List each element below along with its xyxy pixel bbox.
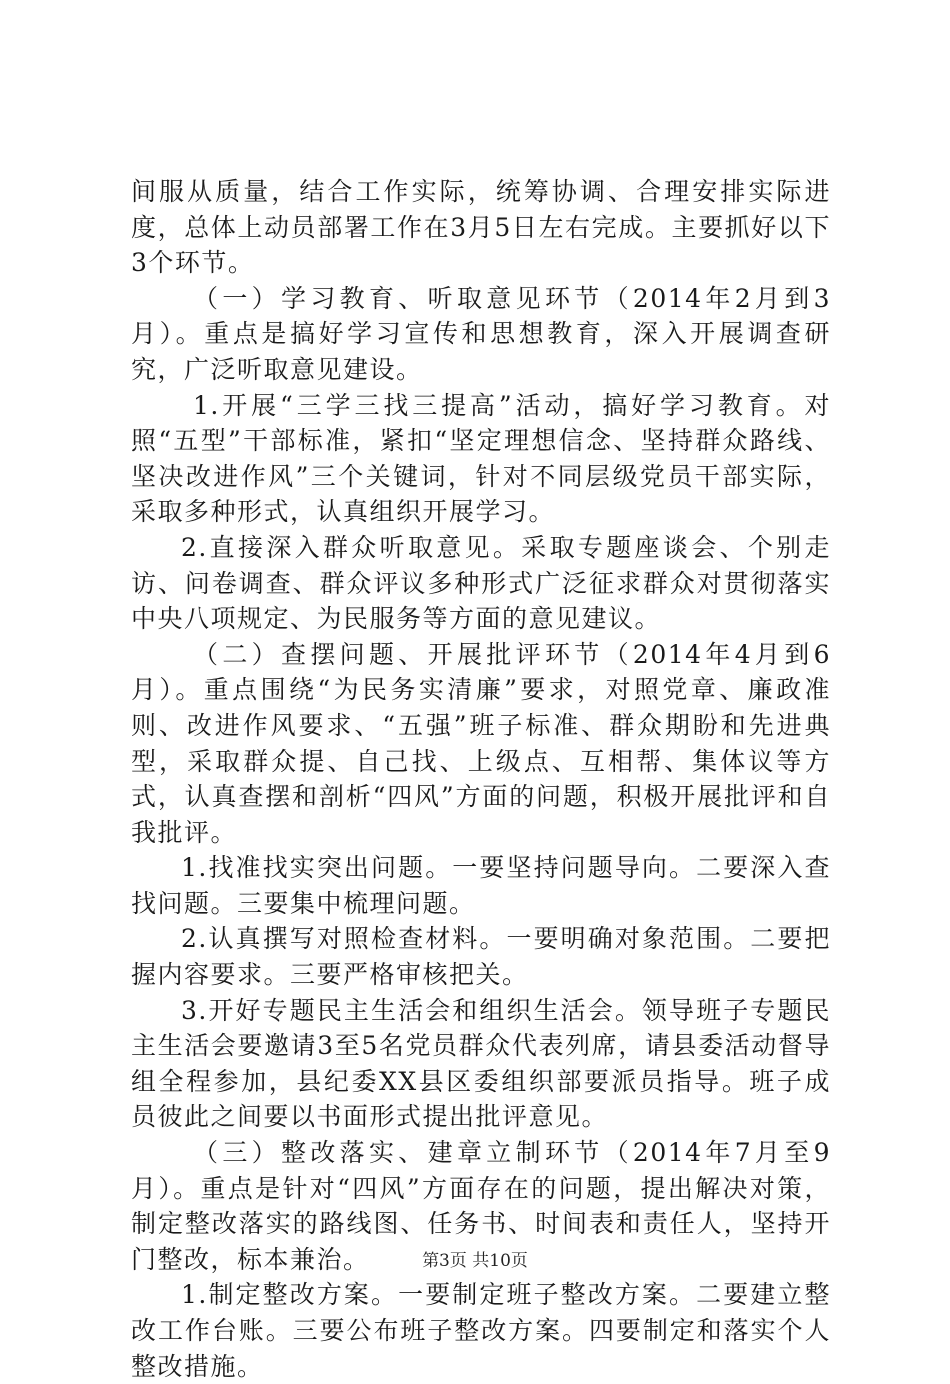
page-number-footer: 第3页 共10页 bbox=[422, 1251, 528, 1271]
paragraph-9: （三）整改落实、建章立制环节（2014年7月至9月）。重点是针对“四风”方面存在的问题，提出解决对策，制定整改落实的路线图、任务书、时间表和责任人，坚持开门整改，标本兼治。 bbox=[131, 1138, 831, 1274]
paragraph-1: 间服从质量，结合工作实际，统筹协调、合理安排实际进度，总体上动员部署工作在3月5日左右完成。主要抓好以下3个环节。 bbox=[131, 177, 831, 278]
paragraph-10: 1.制定整改方案。一要制定班子整改方案。二要建立整改工作台账。三要公布班子整改方案。四要制定和落实个人整改措施。 bbox=[131, 1280, 831, 1381]
paragraph-8: 3.开好专题民主生活会和组织生活会。领导班子专题民主生活会要邀请3至5名党员群众代表列席，请县委活动督导组全程参加，县纪委XX县区委组织部要派员指导。班子成员彼此之间要以书面形式提出批评意见。 bbox=[131, 995, 831, 1132]
paragraph-4: 2.直接深入群众听取意见。采取专题座谈会、个别走访、问卷调查、群众评议多种形式广泛征求群众对贯彻落实中央八项规定、为民服务等方面的意见建议。 bbox=[131, 532, 831, 634]
paragraph-7: 2.认真撰写对照检查材料。一要明确对象范围。二要把握内容要求。三要严格审核把关。 bbox=[131, 924, 831, 990]
paragraph-6: 1.找准找实突出问题。一要坚持问题导向。二要深入查找问题。三要集中梳理问题。 bbox=[131, 853, 831, 918]
document-body bbox=[131, 174, 831, 1384]
paragraph-5: （二）查摆问题、开展批评环节（2014年4月到6月）。重点围绕“为民务实清廉”要求，对照党章、廉政准则、改进作风要求、“五强”班子标准、群众期盼和先进典型，采取群众提、自己找、上级点、互相帮、集体议等方式，认真查摆和剖析“四风”方面的问题，积极开展批评和自我批评。 bbox=[131, 639, 831, 847]
paragraph-2: （一）学习教育、听取意见环节（2014年2月到3月）。重点是搞好学习宣传和思想教育，深入开展调查研究，广泛听取意见建设。 bbox=[131, 283, 831, 384]
paragraph-3: 1.开展“三学三找三提高”活动，搞好学习教育。对照“五型”干部标准，紧扣“坚定理想信念、坚持群众路线、坚决改进作风”三个关键词，针对不同层级党员干部实际，采取多种形式，认真组织开展学习。 bbox=[131, 390, 831, 527]
